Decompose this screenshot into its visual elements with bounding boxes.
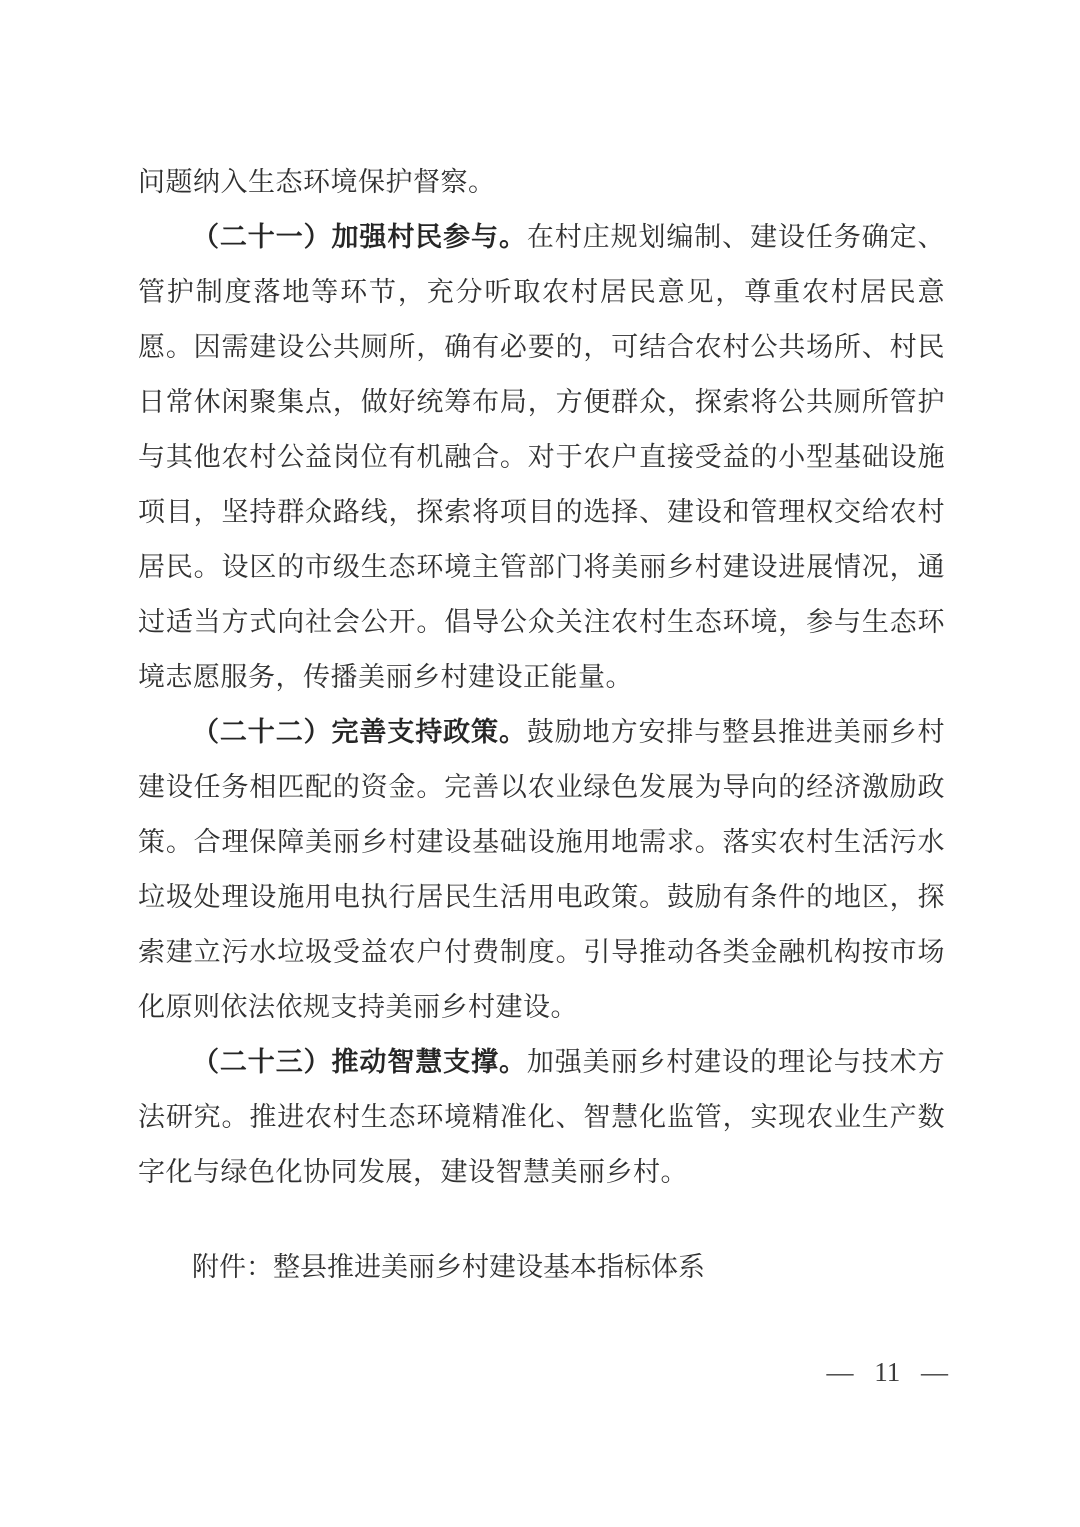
paragraph-continuation-text: 问题纳入生态环境保护督察。 xyxy=(138,167,496,197)
paragraph-section-22 xyxy=(138,705,945,1035)
paragraph-section-21 xyxy=(138,210,945,705)
section-22-heading: （二十二）完善支持政策。 xyxy=(192,717,527,747)
section-23-heading: （二十三）推动智慧支撑。 xyxy=(192,1047,527,1077)
attachment-line xyxy=(138,1240,945,1295)
section-21-body: 在村庄规划编制、建设任务确定、管护制度落地等环节，充分听取农村居民意见，尊重农村居民意愿。因需建设公共厕所，确有必要的，可结合农村公共场所、村民日常休闲聚集点，做好统筹布局，方便群众，探索将公共厕所管护与其他农村公益岗位有机融合。对于农户直接受益的小型基础设施项目，坚持群众路线，探索将项目的选择、建设和管理权交给农村居民。设区的市级生态环境主管部门将美丽乡村建设进展情况，通过适当方式向社会公开。倡导公众关注农村生态环境，参与生态环境志愿服务，传播美丽乡村建设正能量。 xyxy=(138,222,946,692)
document-body xyxy=(138,155,945,1295)
section-23-body: 加强美丽乡村建设的理论与技术方法研究。推进农村生态环境精准化、智慧化监管，实现农业生产数字化与绿色化协同发展，建设智慧美丽乡村。 xyxy=(138,1047,946,1187)
attachment-line-text: 附件：整县推进美丽乡村建设基本指标体系 xyxy=(192,1252,705,1282)
page-number: — 11 — xyxy=(826,1357,948,1387)
paragraph-continuation xyxy=(138,155,945,210)
paragraph-section-23 xyxy=(138,1035,945,1200)
section-22-body: 鼓励地方安排与整县推进美丽乡村建设任务相匹配的资金。完善以农业绿色发展为导向的经济激励政策。合理保障美丽乡村建设基础设施用地需求。落实农村生活污水垃圾处理设施用电执行居民生活用电政策。鼓励有条件的地区，探索建立污水垃圾受益农户付费制度。引导推动各类金融机构按市场化原则依法依规支持美丽乡村建设。 xyxy=(138,717,946,1022)
section-21-heading: （二十一）加强村民参与。 xyxy=(192,222,527,252)
